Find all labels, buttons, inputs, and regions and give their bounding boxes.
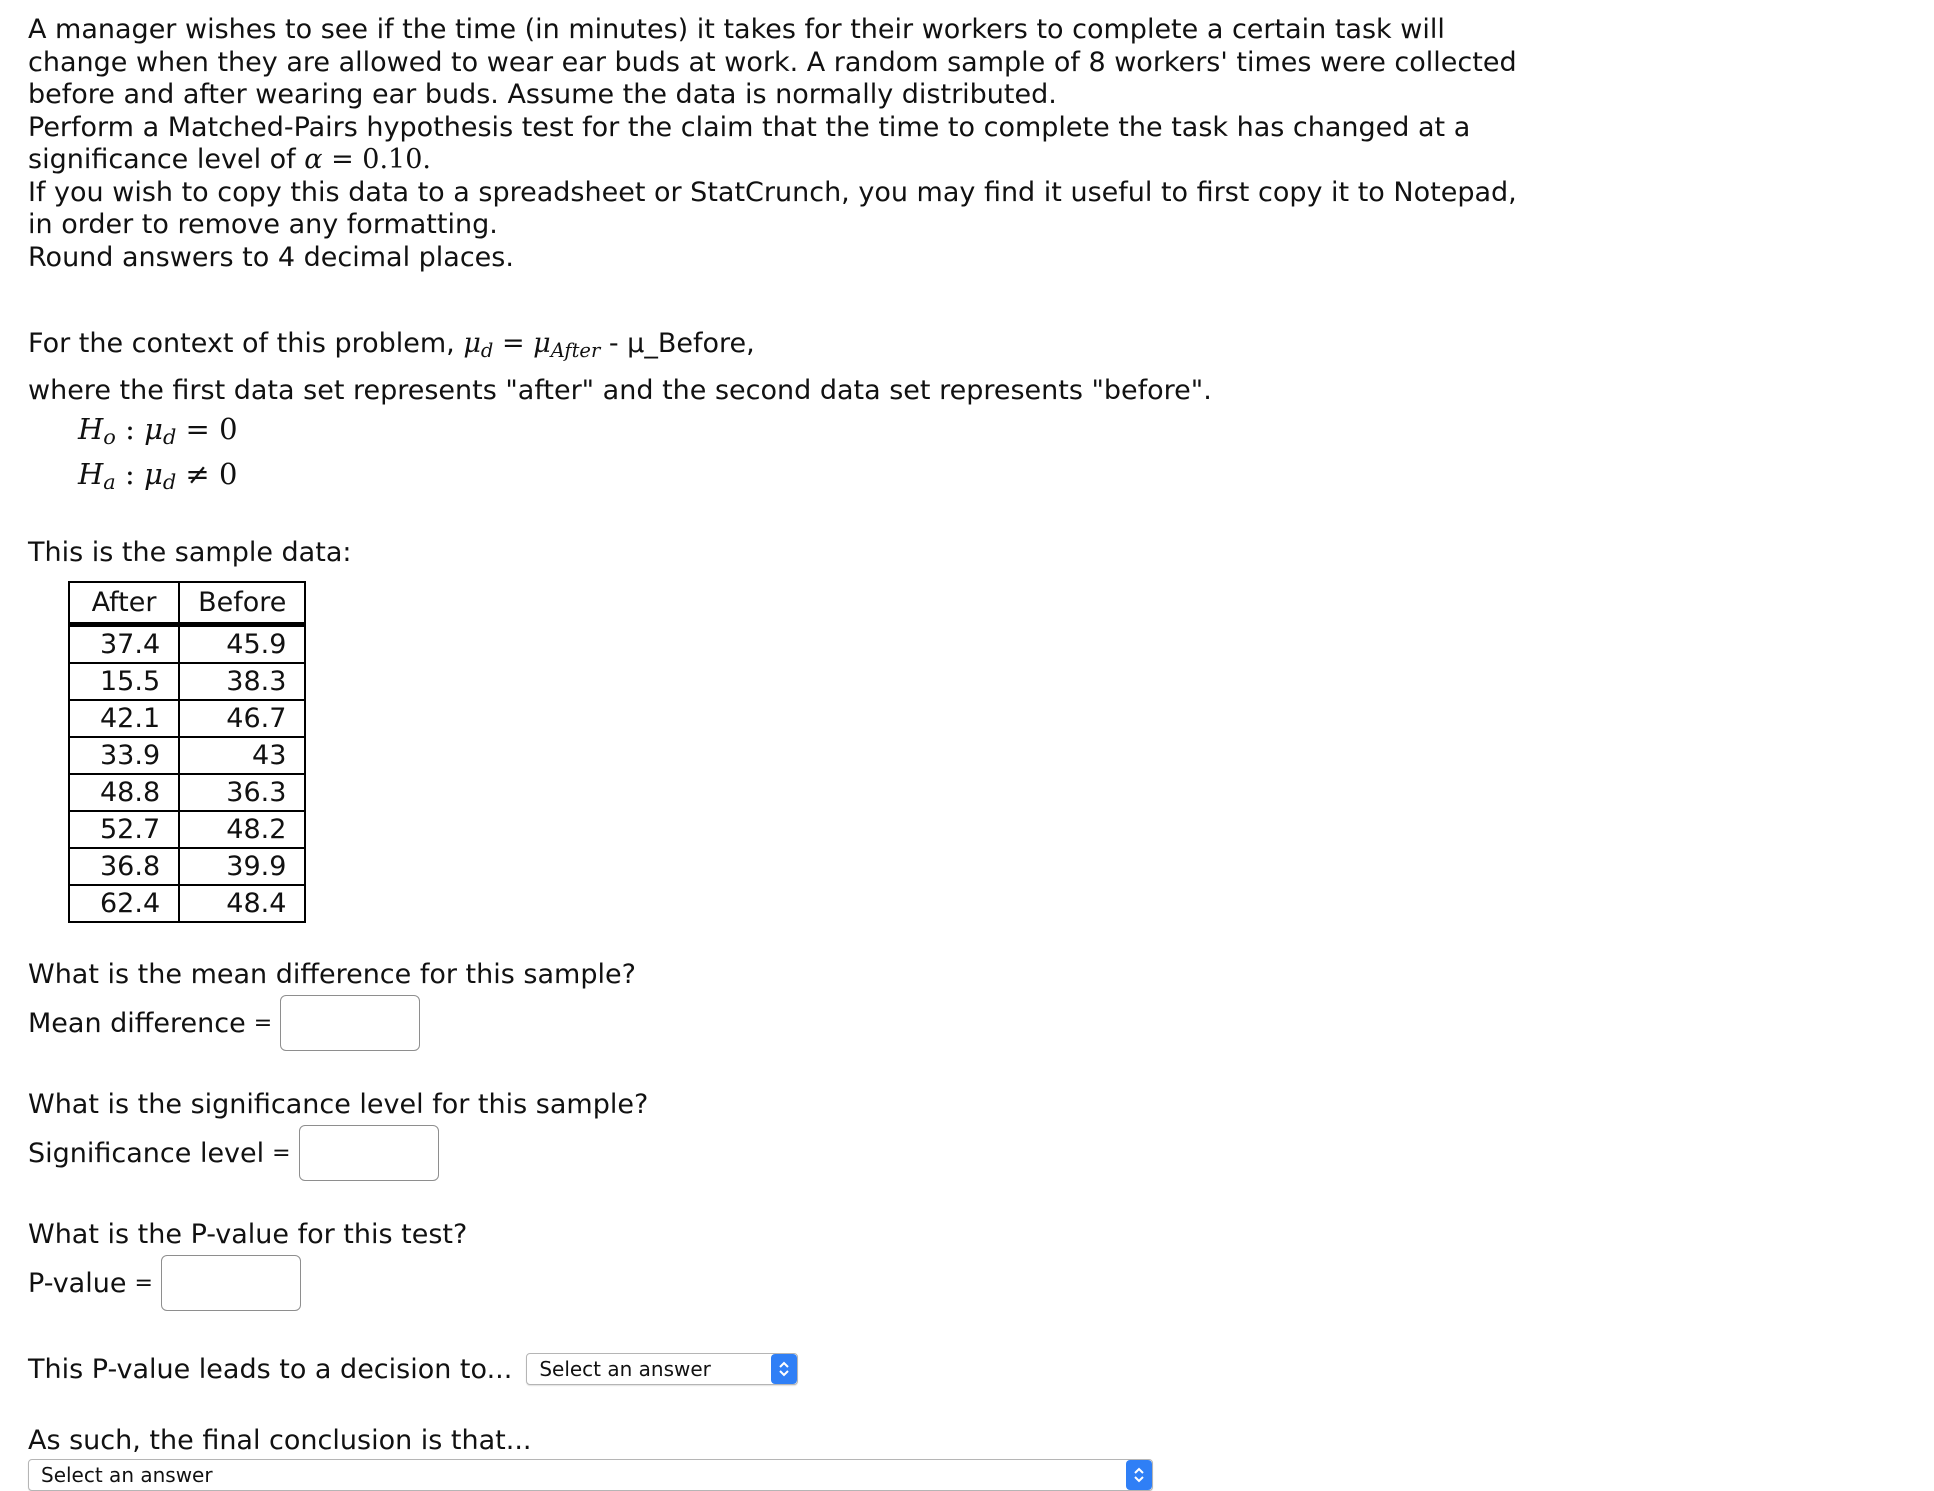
cell-after: 36.8 <box>69 848 179 885</box>
p-value-label: P-value <box>28 1267 127 1299</box>
cell-after: 62.4 <box>69 885 179 922</box>
ha-label: H <box>78 457 104 492</box>
conclusion-select-value: Select an answer <box>41 1463 213 1488</box>
question-page <box>28 14 1908 1491</box>
cell-before: 46.7 <box>179 700 305 737</box>
chevron-updown-svg <box>778 1360 790 1378</box>
mean-difference-question: What is the mean difference for this sample? <box>28 959 636 991</box>
intro-line-8: Round answers to 4 decimal places. <box>28 241 514 273</box>
ha-relation: ≠ 0 <box>176 457 238 492</box>
context-prefix: For the context of this problem, <box>28 328 464 359</box>
significance-level-equals: = <box>272 1140 291 1166</box>
ha-subscript: a <box>103 470 116 495</box>
mu-d-subscript: d <box>480 338 494 362</box>
intro-line-7: in order to remove any formatting. <box>28 209 498 240</box>
problem-statement <box>28 14 1908 274</box>
cell-before: 39.9 <box>179 848 305 885</box>
table-row <box>69 848 305 885</box>
alpha-prefix: significance level of <box>28 144 305 175</box>
hypotheses <box>78 411 1908 501</box>
significance-level-label: Significance level <box>28 1137 265 1169</box>
h0-relation: = 0 <box>176 411 238 446</box>
up-down-chevron-icon <box>771 1354 797 1384</box>
alpha-period: . <box>422 144 432 175</box>
mu-after-subscript: After <box>550 338 601 362</box>
context-line-1 <box>28 324 1908 371</box>
sample-data-table <box>68 581 306 923</box>
chevron-updown-svg <box>1133 1466 1145 1484</box>
decision-question: This P-value leads to a decision to... <box>28 1353 513 1385</box>
mu-d-symbol: μ <box>463 328 481 359</box>
intro-line-5 <box>28 144 1908 177</box>
table-row <box>69 700 305 737</box>
sample-data-label: This is the sample data: <box>28 537 352 569</box>
cell-before: 48.4 <box>179 885 305 922</box>
p-value-question: What is the P-value for this test? <box>28 1219 468 1251</box>
table-row <box>69 663 305 700</box>
significance-level-input[interactable] <box>299 1125 439 1181</box>
cell-after: 15.5 <box>69 663 179 700</box>
intro-line-1: A manager wishes to see if the time (in minutes) it takes for their workers to complete a certain task will <box>28 14 1445 45</box>
h0-colon: : <box>115 411 145 446</box>
conclusion-row <box>28 1459 1908 1491</box>
mean-difference-input[interactable] <box>280 995 420 1051</box>
ha-colon: : <box>115 457 144 492</box>
table-row <box>69 885 305 922</box>
cell-after: 52.7 <box>69 811 179 848</box>
mean-difference-row <box>28 995 1908 1051</box>
intro-line-3: before and after wearing ear buds. Assume the data is normally distributed. <box>28 79 1057 110</box>
cell-after: 37.4 <box>69 625 179 664</box>
h0-label: H <box>78 411 104 446</box>
conclusion-question: As such, the final conclusion is that... <box>28 1425 532 1457</box>
cell-before: 38.3 <box>179 663 305 700</box>
decision-select-value: Select an answer <box>539 1357 711 1382</box>
significance-level-row <box>28 1125 1908 1181</box>
intro-line-2: change when they are allowed to wear ear buds at work. A random sample of 8 workers' times were collected <box>28 46 1517 78</box>
context-tail: - μ_Before, <box>600 328 755 359</box>
h0-mu-subscript: d <box>162 425 177 450</box>
mu-after-symbol: μ <box>533 328 551 359</box>
mean-difference-label: Mean difference <box>28 1007 246 1039</box>
decision-select[interactable] <box>526 1353 798 1385</box>
h0-subscript: o <box>103 425 116 450</box>
cell-after: 42.1 <box>69 700 179 737</box>
cell-after: 48.8 <box>69 774 179 811</box>
alpha-symbol: α <box>304 144 323 175</box>
intro-line-4: Perform a Matched-Pairs hypothesis test for the claim that the time to complete the task has changed at a <box>28 111 1471 143</box>
cell-after: 33.9 <box>69 737 179 774</box>
cell-before: 48.2 <box>179 811 305 848</box>
column-header-before: Before <box>179 582 305 625</box>
p-value-row <box>28 1255 1908 1311</box>
p-value-equals: = <box>134 1270 153 1296</box>
alpha-value: 0.10 <box>362 144 423 175</box>
cell-before: 43 <box>179 737 305 774</box>
table-row <box>69 811 305 848</box>
null-hypothesis <box>78 411 1908 456</box>
alpha-equals: = <box>322 144 363 175</box>
table-header-row <box>69 582 305 625</box>
table-row <box>69 737 305 774</box>
mean-difference-equals: = <box>253 1010 273 1036</box>
p-value-input[interactable] <box>161 1255 301 1311</box>
decision-row <box>28 1353 1908 1385</box>
significance-level-question: What is the significance level for this sample? <box>28 1089 649 1121</box>
alternative-hypothesis <box>78 456 1908 501</box>
h0-mu: μ <box>144 411 163 446</box>
intro-line-6: If you wish to copy this data to a spreadsheet or StatCrunch, you may find it useful to first copy it to Notepad, <box>28 176 1517 208</box>
table-row <box>69 774 305 811</box>
ha-mu-subscript: d <box>162 470 177 495</box>
cell-before: 36.3 <box>179 774 305 811</box>
context-section <box>28 324 1908 411</box>
column-header-after: After <box>69 582 179 625</box>
context-equals: = <box>493 328 534 359</box>
cell-before: 45.9 <box>179 625 305 664</box>
context-line-2: where the first data set represents "after" and the second data set represents "before". <box>28 374 1212 406</box>
conclusion-select[interactable] <box>28 1459 1153 1491</box>
table-row <box>69 625 305 664</box>
ha-mu: μ <box>143 457 163 492</box>
